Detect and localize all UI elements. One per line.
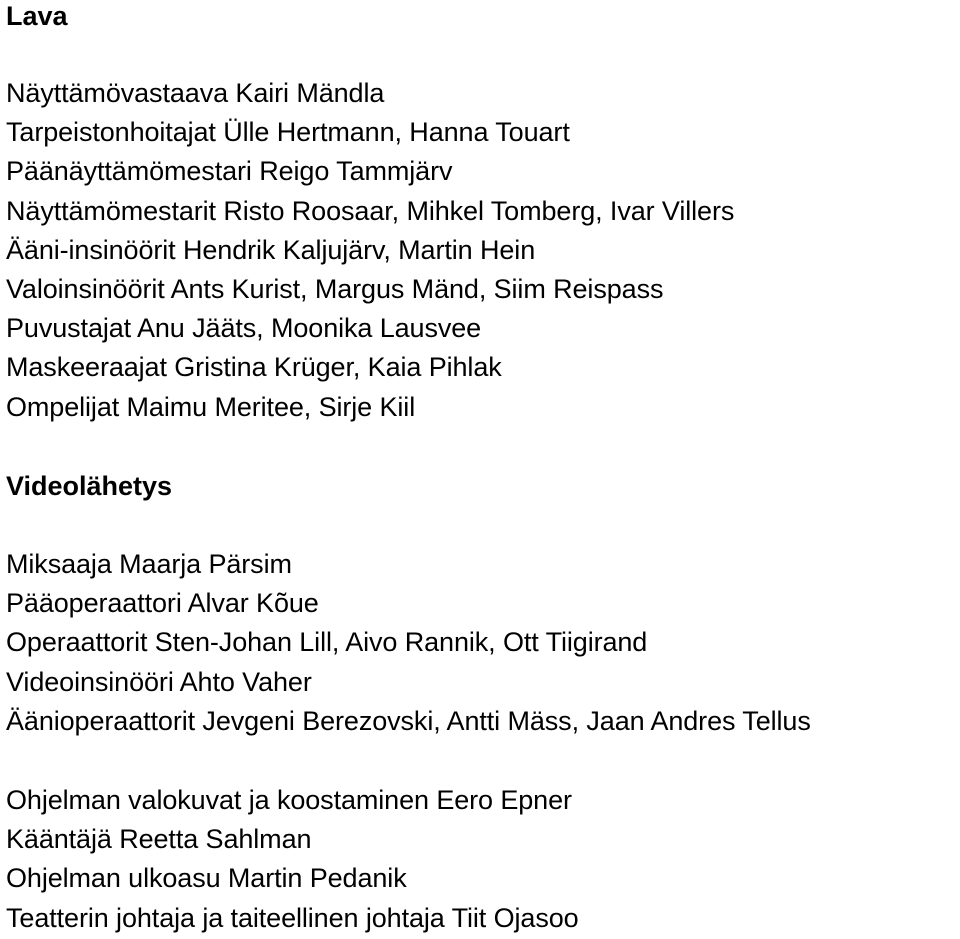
section-heading-lava: Lava bbox=[6, 1, 68, 31]
credit-line: Päänäyttämömestari Reigo Tammjärv bbox=[6, 156, 453, 187]
credit-line: Ohjelman ulkoasu Martin Pedanik bbox=[6, 863, 407, 894]
credit-line: Pääoperaattori Alvar Kõue bbox=[6, 588, 319, 619]
stage-credits-list bbox=[6, 74, 734, 427]
video-credits-list bbox=[6, 545, 811, 741]
credit-line: Videoinsinööri Ahto Vaher bbox=[6, 666, 312, 697]
credit-line: Operaattorit Sten-Johan Lill, Aivo Rannik, Ott Tiigirand bbox=[6, 627, 648, 658]
credit-line: Maskeeraajat Gristina Krüger, Kaia Pihlak bbox=[6, 352, 502, 383]
credit-line: Puvustajat Anu Jääts, Moonika Lausvee bbox=[6, 313, 482, 344]
credit-line: Miksaaja Maarja Pärsim bbox=[6, 549, 292, 579]
credit-line: Näyttämömestarit Risto Roosaar, Mihkel Tomberg, Ivar Villers bbox=[6, 195, 735, 226]
section-heading-videolahetys: Videolähetys bbox=[6, 471, 173, 501]
credit-line: Tarpeistonhoitajat Ülle Hertmann, Hanna Touart bbox=[6, 117, 570, 148]
credit-line: Äänioperaattorit Jevgeni Berezovski, Antti Mäss, Jaan Andres Tellus bbox=[6, 705, 811, 736]
credit-line: Teatterin johtaja ja taiteellinen johtaja Tiit Ojasoo bbox=[6, 902, 579, 933]
credit-line: Kääntäjä Reetta Sahlman bbox=[6, 824, 312, 855]
credit-line: Ompelijat Maimu Meritee, Sirje Kiil bbox=[6, 391, 416, 422]
credit-line: Näyttämövastaava Kairi Mändla bbox=[6, 78, 385, 108]
program-credits-list bbox=[6, 781, 579, 938]
credit-line: Ääni-insinöörit Hendrik Kaljujärv, Martin Hein bbox=[6, 234, 536, 265]
credit-line: Ohjelman valokuvat ja koostaminen Eero Epner bbox=[6, 785, 572, 815]
credit-line: Valoinsinöörit Ants Kurist, Margus Mänd, Siim Reispass bbox=[6, 274, 664, 305]
